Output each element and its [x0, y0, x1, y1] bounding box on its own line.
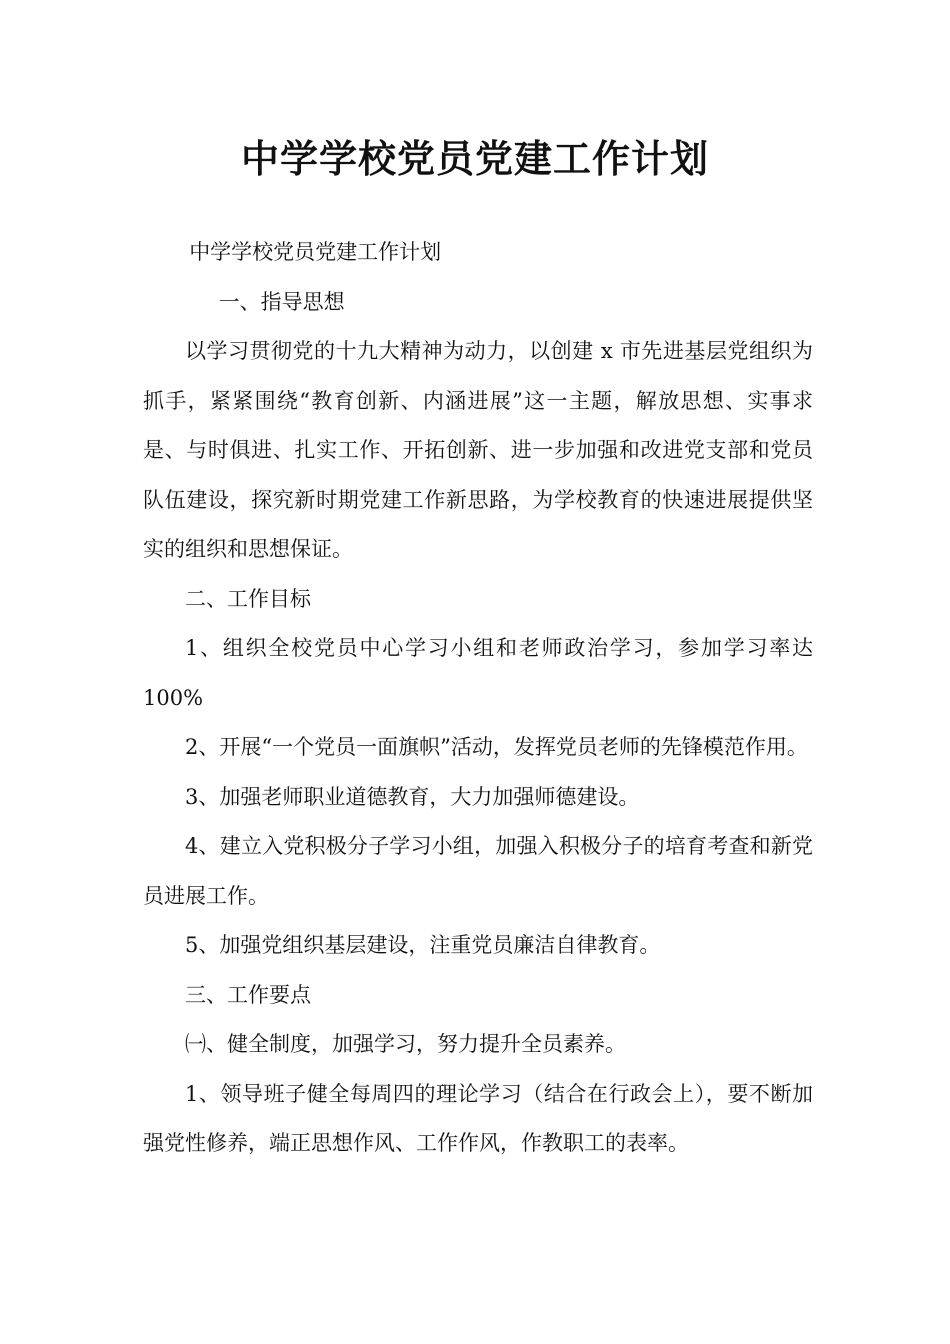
- goal-item-5: 5、加强党组织基层建设，注重党员廉洁自律教育。: [185, 933, 661, 957]
- section-heading-work-points: 三、工作要点: [185, 982, 311, 1007]
- document-title: 中学学校党员党建工作计划: [240, 137, 709, 181]
- section-heading-work-goals: 二、工作目标: [185, 586, 311, 611]
- goal-item-2: 2、开展“一个党员一面旗帜”活动，发挥党员老师的先锋模范作用。: [185, 735, 808, 759]
- goal-item-3: 3、加强老师职业道德教育，大力加强师德建设。: [185, 784, 640, 809]
- goal-item-4: 4、建立入党积极分子学习小组，加强入积极分子的培育考查和新党员进展工作。: [143, 834, 813, 908]
- document-subtitle: 中学学校党员党建工作计划: [189, 240, 442, 264]
- document-body: [143, 228, 813, 1169]
- section-heading-guiding-ideology: 一、指导思想: [218, 289, 345, 314]
- goal-item-1: 1、组织全校党员中心学习小组和老师政治学习，参加学习率达100%: [143, 636, 813, 710]
- subsection-heading-1: ㈠、健全制度，加强学习，努力提升全员素养。: [185, 1032, 626, 1056]
- work-point-item-1: 1、领导班子健全每周四的理论学习（结合在行政会上），要不断加强党性修养，端正思想作风、工作作风，作教职工的表率。: [143, 1081, 813, 1155]
- paragraph-guiding-ideology: 以学习贯彻党的十九大精神为动力，以创建 x 市先进基层党组织为抓手，紧紧围绕“教育创新、内涵进展”这一主题，解放思想、实事求是、与时俱进、扎实工作、开拓创新、进一步加强和改进党支部和党员队伍建设，探究新时期党建工作新思路，为学校教育的快速进展提供坚实的组织和思想保证。: [143, 339, 813, 561]
